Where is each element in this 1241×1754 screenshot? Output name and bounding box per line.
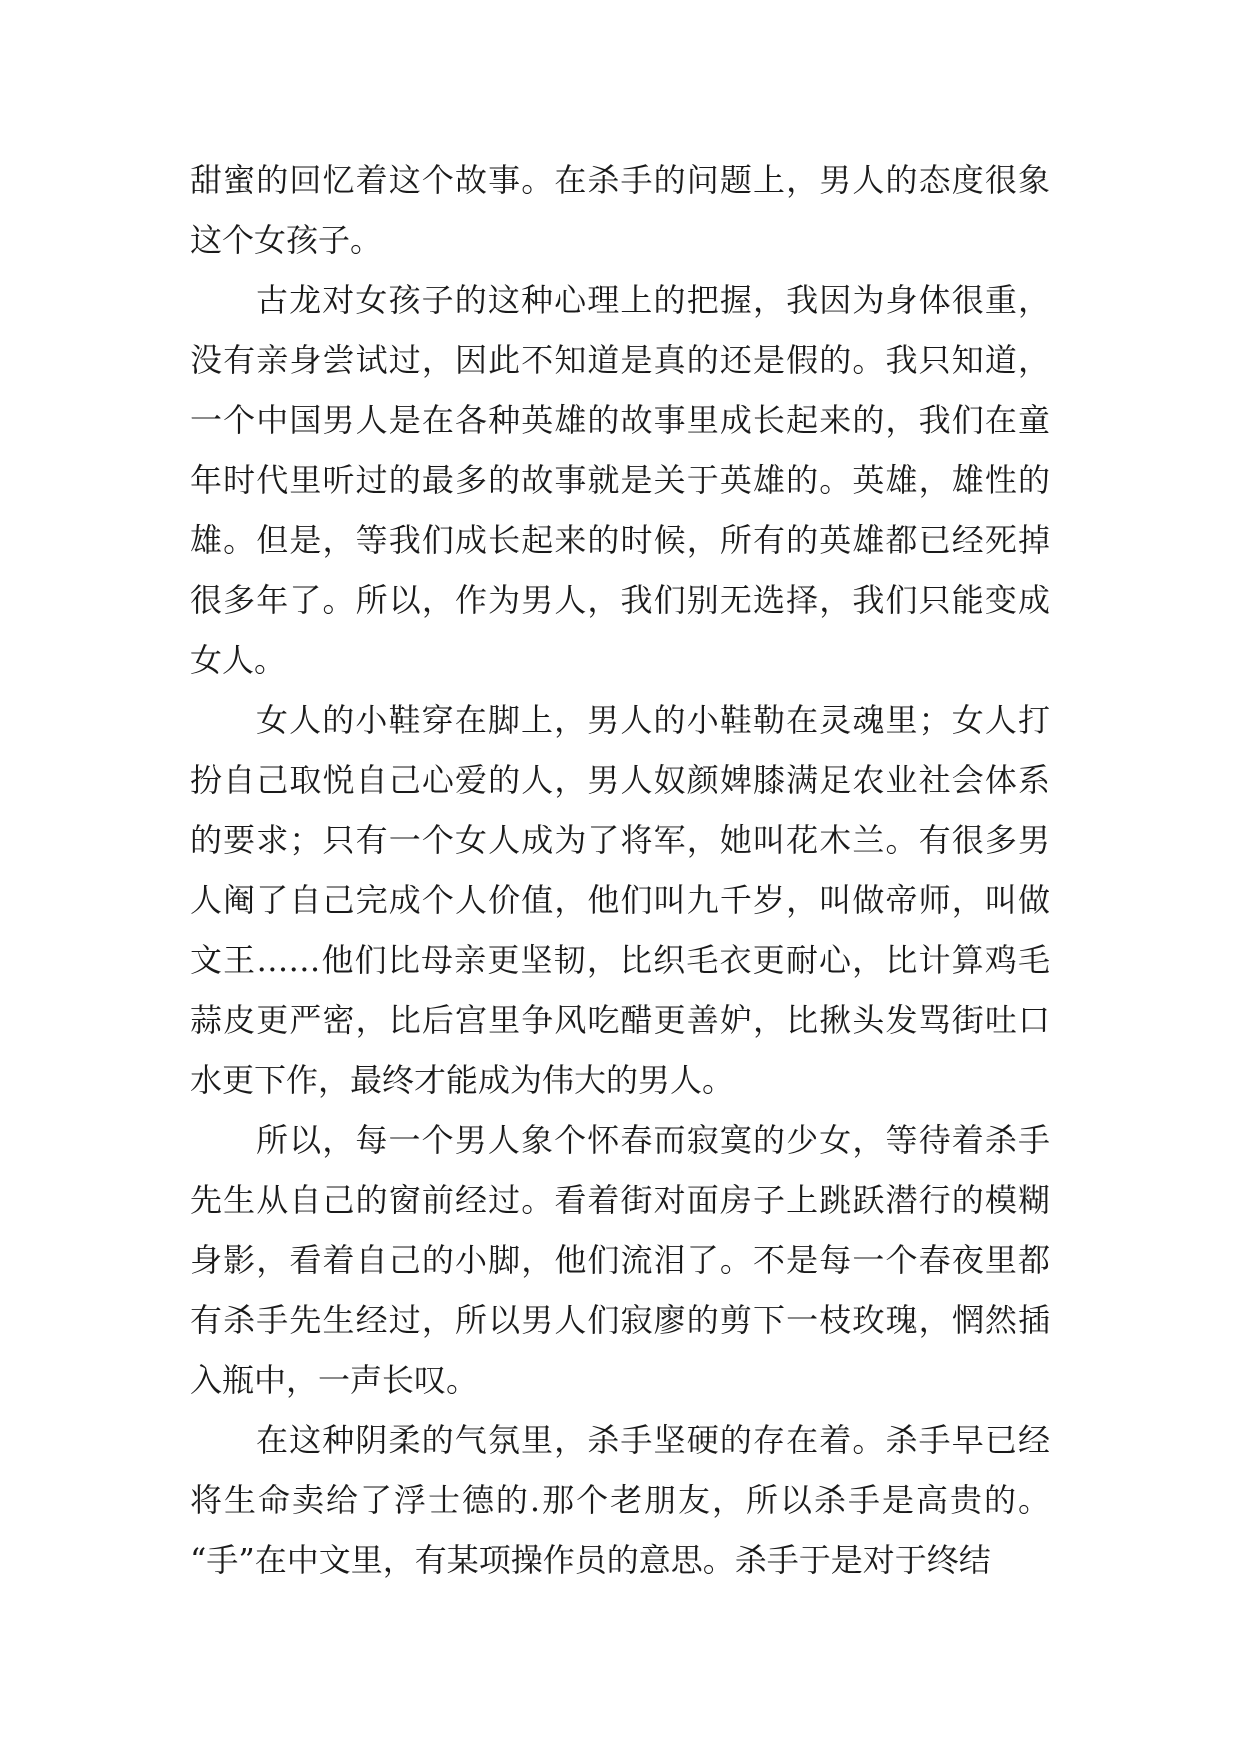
text-line: 女人。 <box>190 641 287 679</box>
text-line: 没有亲身尝试过，因此不知道是真的还是假的。我只知道， <box>190 341 1050 379</box>
text-line: 水更下作，最终才能成为伟大的男人。 <box>190 1061 735 1099</box>
text-line: 甜蜜的回忆着这个故事。在杀手的问题上，男人的态度很象 <box>190 161 1050 199</box>
paragraph <box>190 1410 1050 1590</box>
text-line: 先生从自己的窗前经过。看着街对面房子上跳跃潜行的模糊 <box>190 1181 1050 1219</box>
text-line: 这个女孩子。 <box>190 221 383 259</box>
paragraph <box>190 150 1050 270</box>
text-line: 很多年了。所以，作为男人，我们别无选择，我们只能变成 <box>190 581 1050 619</box>
paragraph <box>190 270 1050 690</box>
text-line: “手”在中文里，有某项操作员的意思。杀手于是对于终结 <box>190 1541 991 1579</box>
text-line: 文王……他们比母亲更坚韧，比织毛衣更耐心，比计算鸡毛 <box>190 941 1050 979</box>
document-body <box>190 150 1050 1590</box>
text-line: 扮自己取悦自己心爱的人，男人奴颜婢膝满足农业社会体系 <box>190 761 1050 799</box>
text-line: 入瓶中，一声长叹。 <box>190 1361 479 1399</box>
text-line: 女人的小鞋穿在脚上，男人的小鞋勒在灵魂里；女人打 <box>256 701 1050 739</box>
text-line: 人阉了自己完成个人价值，他们叫九千岁，叫做帝师，叫做 <box>190 881 1050 919</box>
text-line: 有杀手先生经过，所以男人们寂廖的剪下一枝玫瑰，惘然插 <box>190 1301 1050 1339</box>
text-line: 在这种阴柔的气氛里，杀手坚硬的存在着。杀手早已经 <box>256 1421 1050 1459</box>
text-line: 古龙对女孩子的这种心理上的把握，我因为身体很重， <box>256 281 1050 319</box>
paragraph <box>190 690 1050 1110</box>
text-line: 身影，看着自己的小脚，他们流泪了。不是每一个春夜里都 <box>190 1241 1050 1279</box>
text-line: 一个中国男人是在各种英雄的故事里成长起来的，我们在童 <box>190 401 1050 439</box>
text-line: 所以，每一个男人象个怀春而寂寞的少女，等待着杀手 <box>256 1121 1050 1159</box>
paragraph <box>190 1110 1050 1410</box>
text-line: 雄。但是，等我们成长起来的时候，所有的英雄都已经死掉 <box>190 521 1050 559</box>
text-line: 年时代里听过的最多的故事就是关于英雄的。英雄，雄性的 <box>190 461 1050 499</box>
text-line: 的要求；只有一个女人成为了将军，她叫花木兰。有很多男 <box>190 821 1050 859</box>
text-line: 将生命卖给了浮士德的.那个老朋友，所以杀手是高贵的。 <box>190 1481 1050 1519</box>
text-line: 蒜皮更严密，比后宫里争风吃醋更善妒，比揪头发骂街吐口 <box>190 1001 1050 1039</box>
